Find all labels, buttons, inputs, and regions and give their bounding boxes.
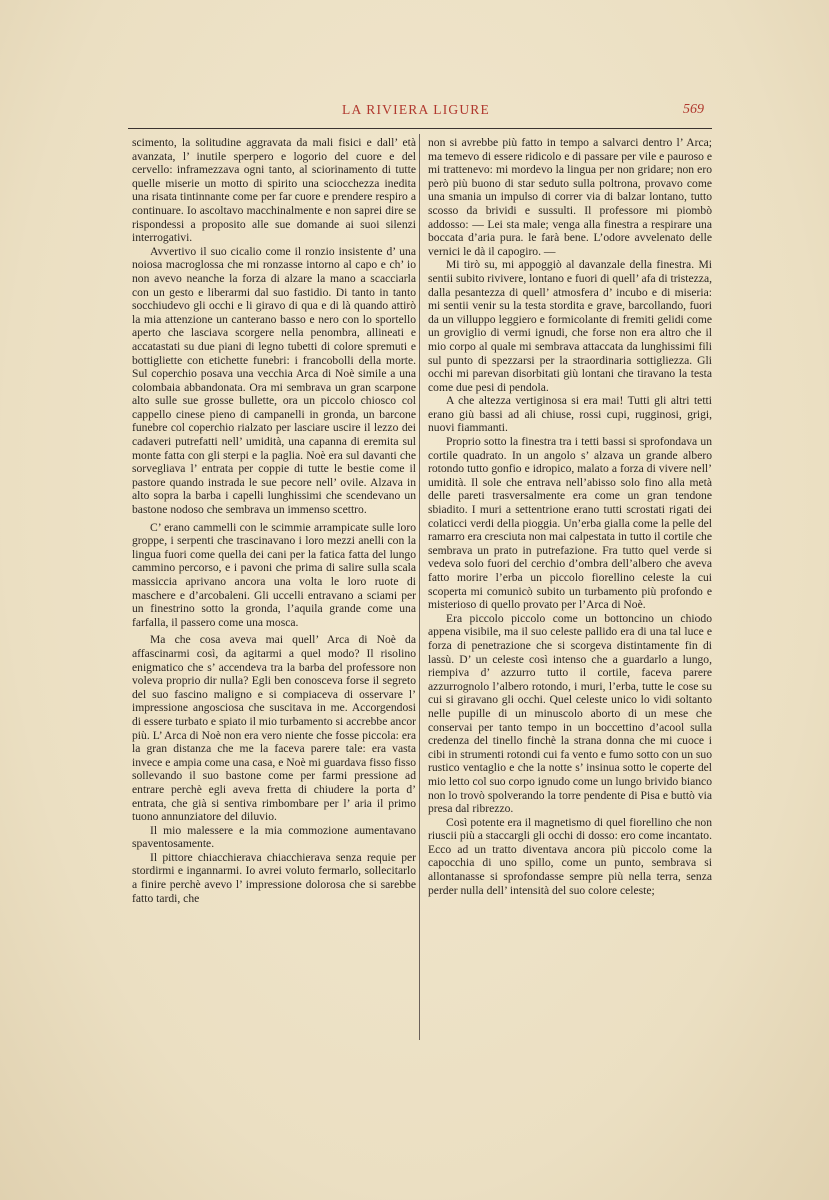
header-rule (128, 128, 712, 129)
paragraph: Ma che cosa aveva mai quell’ Arca di Noè da affascinarmi così, da agitarmi a quel modo? Il risolino enigmatico che s’ accendeva tra la barba del professore non voleva proprio dir nulla? Egli ben conosceva forse il segreto del suo fascino maligno e si compiaceva di osservare l’ impressione angosciosa che suscitava in me. Accorgendosi di essere turbato e spiato il mio turbamento si accrebbe ancor più. L’ Arca di Noè non era vero niente che fosse piccola: era la gran distanza che me la faceva parere tale: era vasta invece e ampia come una casa, e Noè mi guardava fisso fisso sollevando il suo bastone come per farmi pressione ad entrare perchè egli aveva fretta di chiudere la porta d’ entrata, che già si sentiva rimbombare per l’ aria il primo tuono annunziatore del diluvio. (132, 633, 416, 824)
page-number: 569 (683, 102, 704, 117)
paragraph: Era piccolo piccolo come un bottoncino un chiodo appena visibile, ma il suo celeste pallido era di una tal luce e forza di penetrazione che si scorgeva distintamente fin di lassù. D’ un celeste così intenso che a guardarlo a lungo, riempiva d’ azzurro tutto il cortile, faceva parere azzurrognolo l’albero rotondo, i muri, l’erba, tutte le cose su cui si giravano gli occhi. Quel celeste unico lo vidi soltanto nelle pupille di un minuscolo aborto di un mese che conservai per tanto tempo in un boccettino d’acool sulla credenza del tinello finchè la strana donna che mi cuoce i cibi in strumenti rotondi cui fa vento e fumo sotto con un suo rustico ventaglio e che la notte s’ insinua sotto le coperte del mio letto col suo corpo ignudo come un lungo brivido bianco non lo trovò spolverando la torre pendente di Pisa e buttò via presa dal ribrezzo. (428, 611, 713, 816)
paragraph: Proprio sotto la finestra tra i tetti bassi si sprofondava un cortile quadrato. In un angolo s’ alzava un grande albero rotondo tutto gonfio e idropico, malato a forza di vivere nell’ umidità. Il sole che entrava nell’abisso solo fino alla metà delle pareti trasversalmente era come un gran tendone sbiadito. I muri a settentrione erano tutti scrostati rigati dei colaticci verdi della pioggia. Un’erba gialla come la pelle del ramarro era cresciuta non mai calpestata in tutto il cortile che sembrava un prato in putrefazione. Fra tutto quel verde si vedeva solo fuori del cerchio d’ombra dell’albero che aveva fatto morire l’erba un piccolo fiorellino celeste la cui scoperta mi comunicò subito un turbamento più profondo e misterioso di quello provato per l’Arca di Noè. (428, 435, 712, 612)
page-header (128, 102, 704, 126)
column-divider (419, 134, 420, 1040)
paragraph: Mi tirò su, mi appoggiò al davanzale della finestra. Mi sentii subito rivivere, lontano e fuori di quell’ afa di tristezza, dalla pesantezza di quell’ atmosfera d’ incubo e di miseria: mi sentii venir su la testa stordita e grave, barcollando, fuori da un villuppo leggiero e formicolante di fremiti gelidi come un groviglio di vermi ignudi, che forse non era altro che il mio corpo al quale mi sembrava attaccata da lunghissimi fili sul punto di spezzarsi per la straordinaria sottigliezza. Gli occhi mi parevan disorbitati giù lontani che tiravano la testa come due pesi di pendola. (428, 258, 712, 394)
left-column (132, 136, 416, 905)
paragraph: Il pittore chiacchierava chiacchierava senza requie per stordirmi e ingannarmi. Io avrei voluto fermarlo, sollecitarlo a finire perchè avevo l’ impressione dolorosa che si sarebbe fatto tardi, che (132, 850, 416, 905)
paragraph: Avvertivo il suo cicalio come il ronzio insistente d’ una noiosa macroglossa che mi ronzasse intorno al capo e ch’ io non avevo neanche la forza di alzare la mano a scacciarla con un gesto e liberarmi dal suo fastidio. Di tanto in tanto socchiudevo gli occhi e li giravo di qua e di là quando attirò la mia attenzione un canterano basso e nero con lo sportello aperto che lasciava scorgere nella penombra, allineati e accatastati su due piani di legno tubetti di colore spremuti e bottigliette con etichette funebri: i francobolli della morte. Sul coperchio posava una vecchia Arca di Noè simile a una colombaia abbandonata. Ora mi sembrava un gran scarpone alto sulle sue grosse bullette, ora un piccolo chiosco col cappello cinese pieno di campanelli in gronda, un barcone funebre col coperchio rialzato per lasciare uscire il lezzo dei cadaveri putrefatti nell’ umidità, una capanna di eremita sul monte fatta con gli sterpi e la paglia. Noè era sul davanti che sorvegliava l’ entrata per coppie di tutte le bestie come il pastore quando instrada le sue pecore nell’ ovile. Alzava in alto sopra la barba i capelli lunghissimi che scendevano un bastone nodoso che sembrava un immenso scettro. (132, 244, 416, 517)
paragraph: scimento, la solitudine aggravata da mali fisici e dall’ età avanzata, l’ inutile sperpero e logorio del cuore e del cervello: inframezzava ogni tanto, al sciorinamento di tutte quelle miserie un motto di spirito una sciocchezza inedita una risata tintinnante come per far cuore e prendere respiro a continuare. Io ascoltavo macchinalmente e non saprei dire se rispondessi a proposito alle sue domande ai suoi silenzi interrogativi. (132, 136, 416, 245)
paragraph: Il mio malessere e la mia commozione aumentavano spaventosamente. (132, 823, 416, 851)
paragraph: C’ erano cammelli con le scimmie arrampicate sulle loro groppe, i serpenti che trascinavano i loro mezzi anelli con la lingua fuori come quella dei cani per la fatica fatta del lungo cammino percorso, e i pavoni che prima di salire sulla scala massiccia aprivano ancora una volta le loro ruote di maschere e d’arcobaleni. Gli uccelli entravano a sciami per un finestrino sotto la gronda, l’aquila grande come una farfalla, il passero come una mosca. (132, 520, 416, 629)
right-column (428, 136, 712, 897)
paragraph: Così potente era il magnetismo di quel fiorellino che non riuscii più a staccargli gli occhi di dosso: ero come incantato. Ecco ad un tratto diventava ancora più piccolo come la capocchia di uno spillo, come un punto, sembrava si allontanasse si sprofondasse sempre più nella terra, senza perder nulla dell’ intensità del suo colore celeste; (428, 815, 712, 897)
paragraph: A che altezza vertiginosa si era mai! Tutti gli altri tetti erano giù bassi ad ali chiuse, rossi cupi, rugginosi, grigi, nuovi fiammanti. (428, 394, 712, 435)
running-title: LA RIVIERA LIGURE (342, 102, 490, 117)
paragraph: non si avrebbe più fatto in tempo a salvarci dentro l’ Arca; ma temevo di essere ridicolo e di passare per vile e pauroso e mi trattenevo: mi mordevo la lingua per non gridare; non ero però più buono di star seduto sulla poltrona, provavo come una smania un impulso di correr via di balzar lontano, tutto scosso da brividi e sussulti. Il professore mi piombò addosso: — Lei sta male; venga alla finestra a respirare una boccata d’aria pura. le farà bene. L’odore avvelenato delle vernici le dà il capogiro. — (428, 136, 712, 258)
